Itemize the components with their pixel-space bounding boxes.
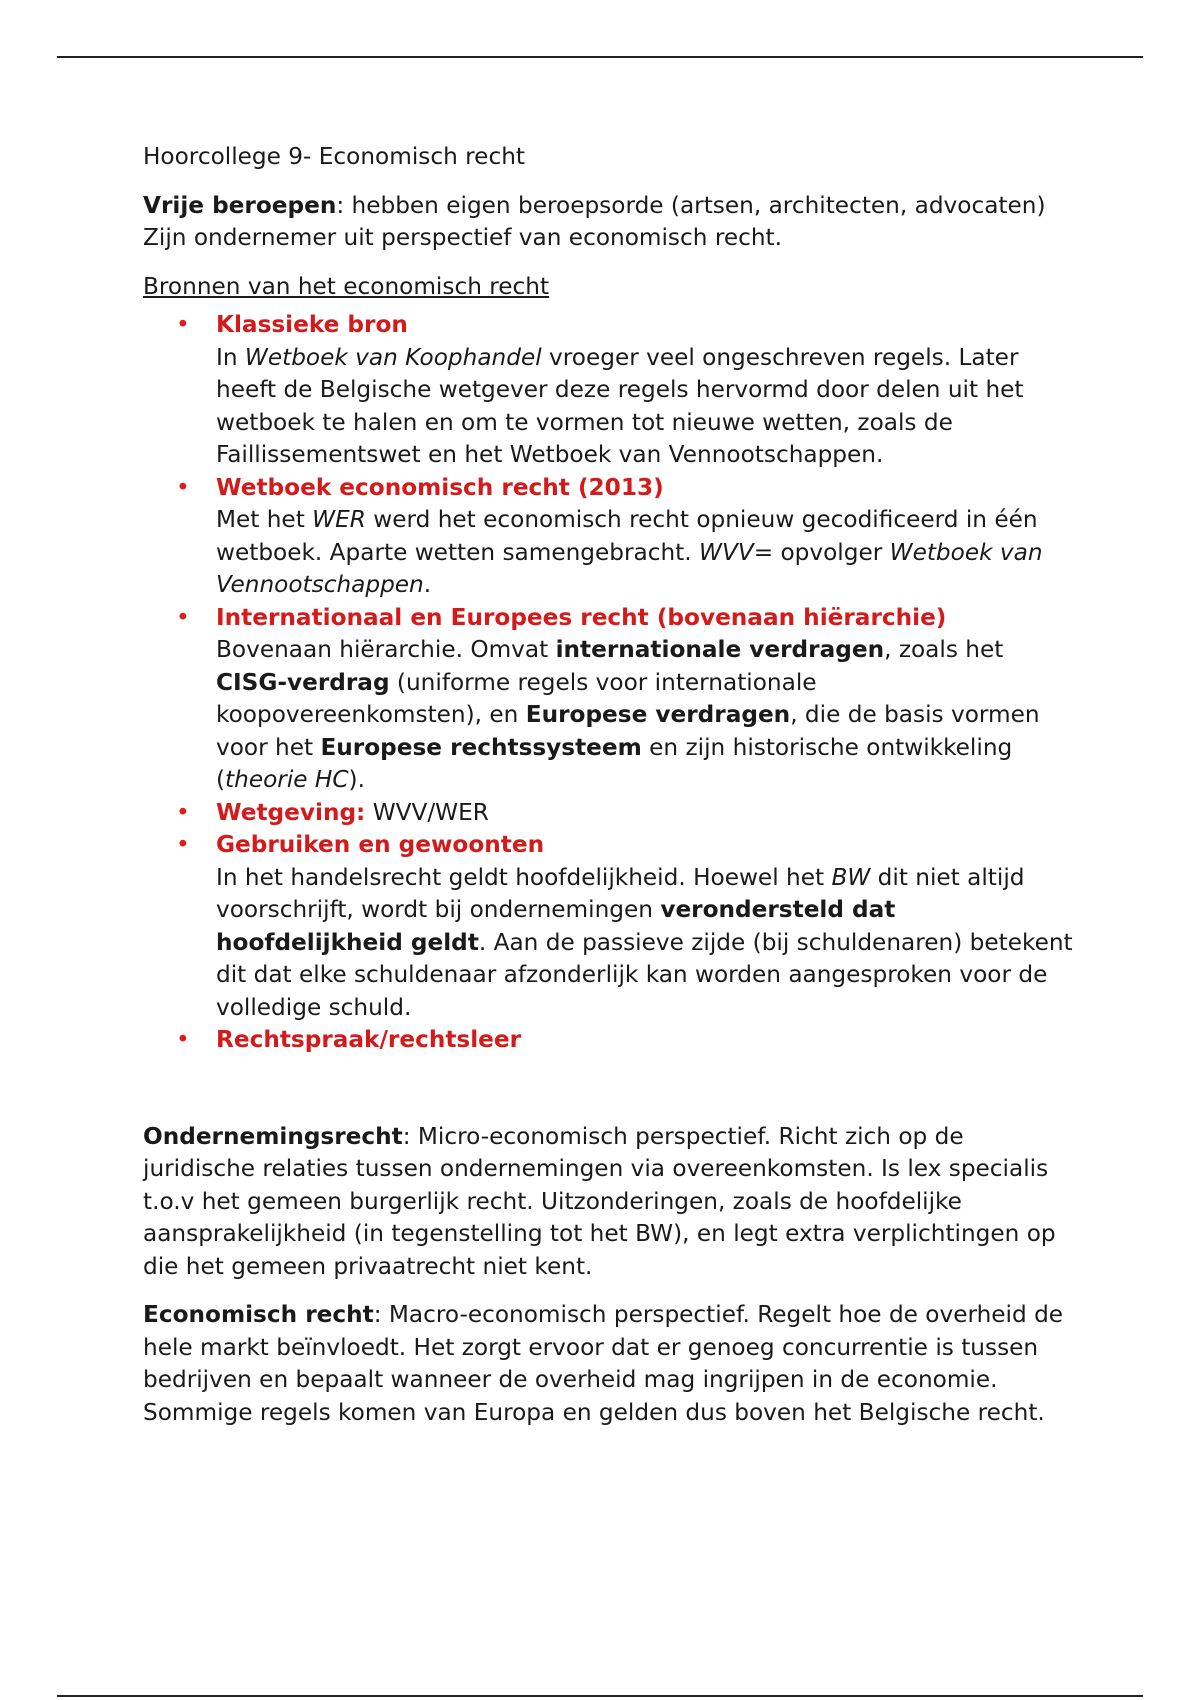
item-heading: Rechtspraak/rechtsleer — [216, 1026, 522, 1053]
page-title: Hoorcollege 9- Economisch recht — [143, 143, 525, 170]
bullet-icon: • — [176, 831, 190, 858]
text-economisch-recht: : Macro-economisch perspectief. Regelt hoe de overheid de hele markt beïnvloedt. Het zorgt ervoor dat er genoeg concurrentie is tussen bedrijven en bepaalt wanneer de overheid mag ingrijpen in de economie. Sommige regels komen van Europa en gelden dus boven het Belgische recht. — [143, 1301, 1064, 1426]
item-heading: Wetboek economisch recht (2013) — [216, 473, 664, 501]
term-ondernemingsrecht: Ondernemingsrecht — [143, 1122, 403, 1150]
bronnen-list — [143, 309, 1073, 1057]
list-item-wetgeving — [176, 797, 1073, 830]
spacer — [143, 1057, 1073, 1121]
header-rule — [57, 56, 1143, 58]
bullet-icon: • — [176, 1026, 190, 1053]
text-vrije-beroepen: : hebben eigen beroepsorde (artsen, architecten, advocaten) Zijn ondernemer uit perspectief van economisch recht. — [143, 191, 1046, 251]
item-body: In het handelsrecht geldt hoofdelijkheid. Hoewel het BW dit niet altijd voorschrijft, wordt bij ondernemingen verondersteld dat hoofdelijkheid geldt. Aan de passieve zijde (bij schuldenaren) betekent dit dat elke schuldenaar afzonderlijk kan worden aangesproken voor de volledige schuld. — [216, 863, 1073, 1021]
document-body — [143, 141, 1073, 1429]
item-heading: Wetgeving: WVV/WER — [216, 798, 489, 826]
item-heading: Klassieke bron — [216, 311, 408, 338]
list-item-gebruiken-gewoonten — [176, 829, 1073, 1024]
list-item-internationaal-europees-recht — [176, 602, 1073, 797]
bullet-icon: • — [176, 603, 190, 631]
list-item-wetboek-economisch-recht — [176, 472, 1073, 602]
text-ondernemingsrecht: : Micro-economisch perspectief. Richt zich op de juridische relaties tussen ondernemingen via overeenkomsten. Is lex specialis t.o.v het gemeen burgerlijk recht. Uitzonderingen, zoals de hoofdelijke aansprakelijkheid (in tegenstelling tot het BW), en legt extra verplichtingen op die het gemeen privaatrecht niet kent. — [143, 1122, 1056, 1280]
footer-rule — [57, 1695, 1143, 1697]
bullet-icon: • — [176, 311, 190, 338]
section-heading-bronnen: Bronnen van het economisch recht — [143, 272, 550, 300]
list-item-klassieke-bron — [176, 309, 1073, 472]
item-body: In Wetboek van Koophandel vroeger veel ongeschreven regels. Later heeft de Belgische wetgever deze regels hervormd door delen uit het wetboek te halen en om te vormen tot nieuwe wetten, zoals de Faillissementswet en het Wetboek van Vennootschappen. — [216, 343, 1024, 468]
bullet-icon: • — [176, 798, 190, 826]
paragraph-vrije-beroepen — [143, 190, 1073, 255]
term-vrije-beroepen: Vrije beroepen — [143, 191, 337, 219]
term-economisch-recht: Economisch recht — [143, 1301, 374, 1328]
item-heading: Gebruiken en gewoonten — [216, 831, 545, 858]
paragraph-ondernemingsrecht — [143, 1121, 1073, 1284]
item-body: Met het WER werd het economisch recht opnieuw gecodificeerd in één wetboek. Aparte wetten samengebracht. WVV= opvolger Wetboek van Vennootschappen. — [216, 506, 1043, 598]
paragraph-economisch-recht — [143, 1299, 1073, 1429]
list-item-rechtspraak — [176, 1024, 1073, 1057]
item-heading: Internationaal en Europees recht (bovenaan hiërarchie) — [216, 603, 947, 631]
item-body: Bovenaan hiërarchie. Omvat internationale verdragen, zoals het CISG-verdrag (uniforme regels voor internationale koopovereenkomsten), en Europese verdragen, die de basis vormen voor het Europese rechtssysteem en zijn historische ontwikkeling (theorie HC). — [216, 636, 1040, 793]
bullet-icon: • — [176, 473, 190, 501]
